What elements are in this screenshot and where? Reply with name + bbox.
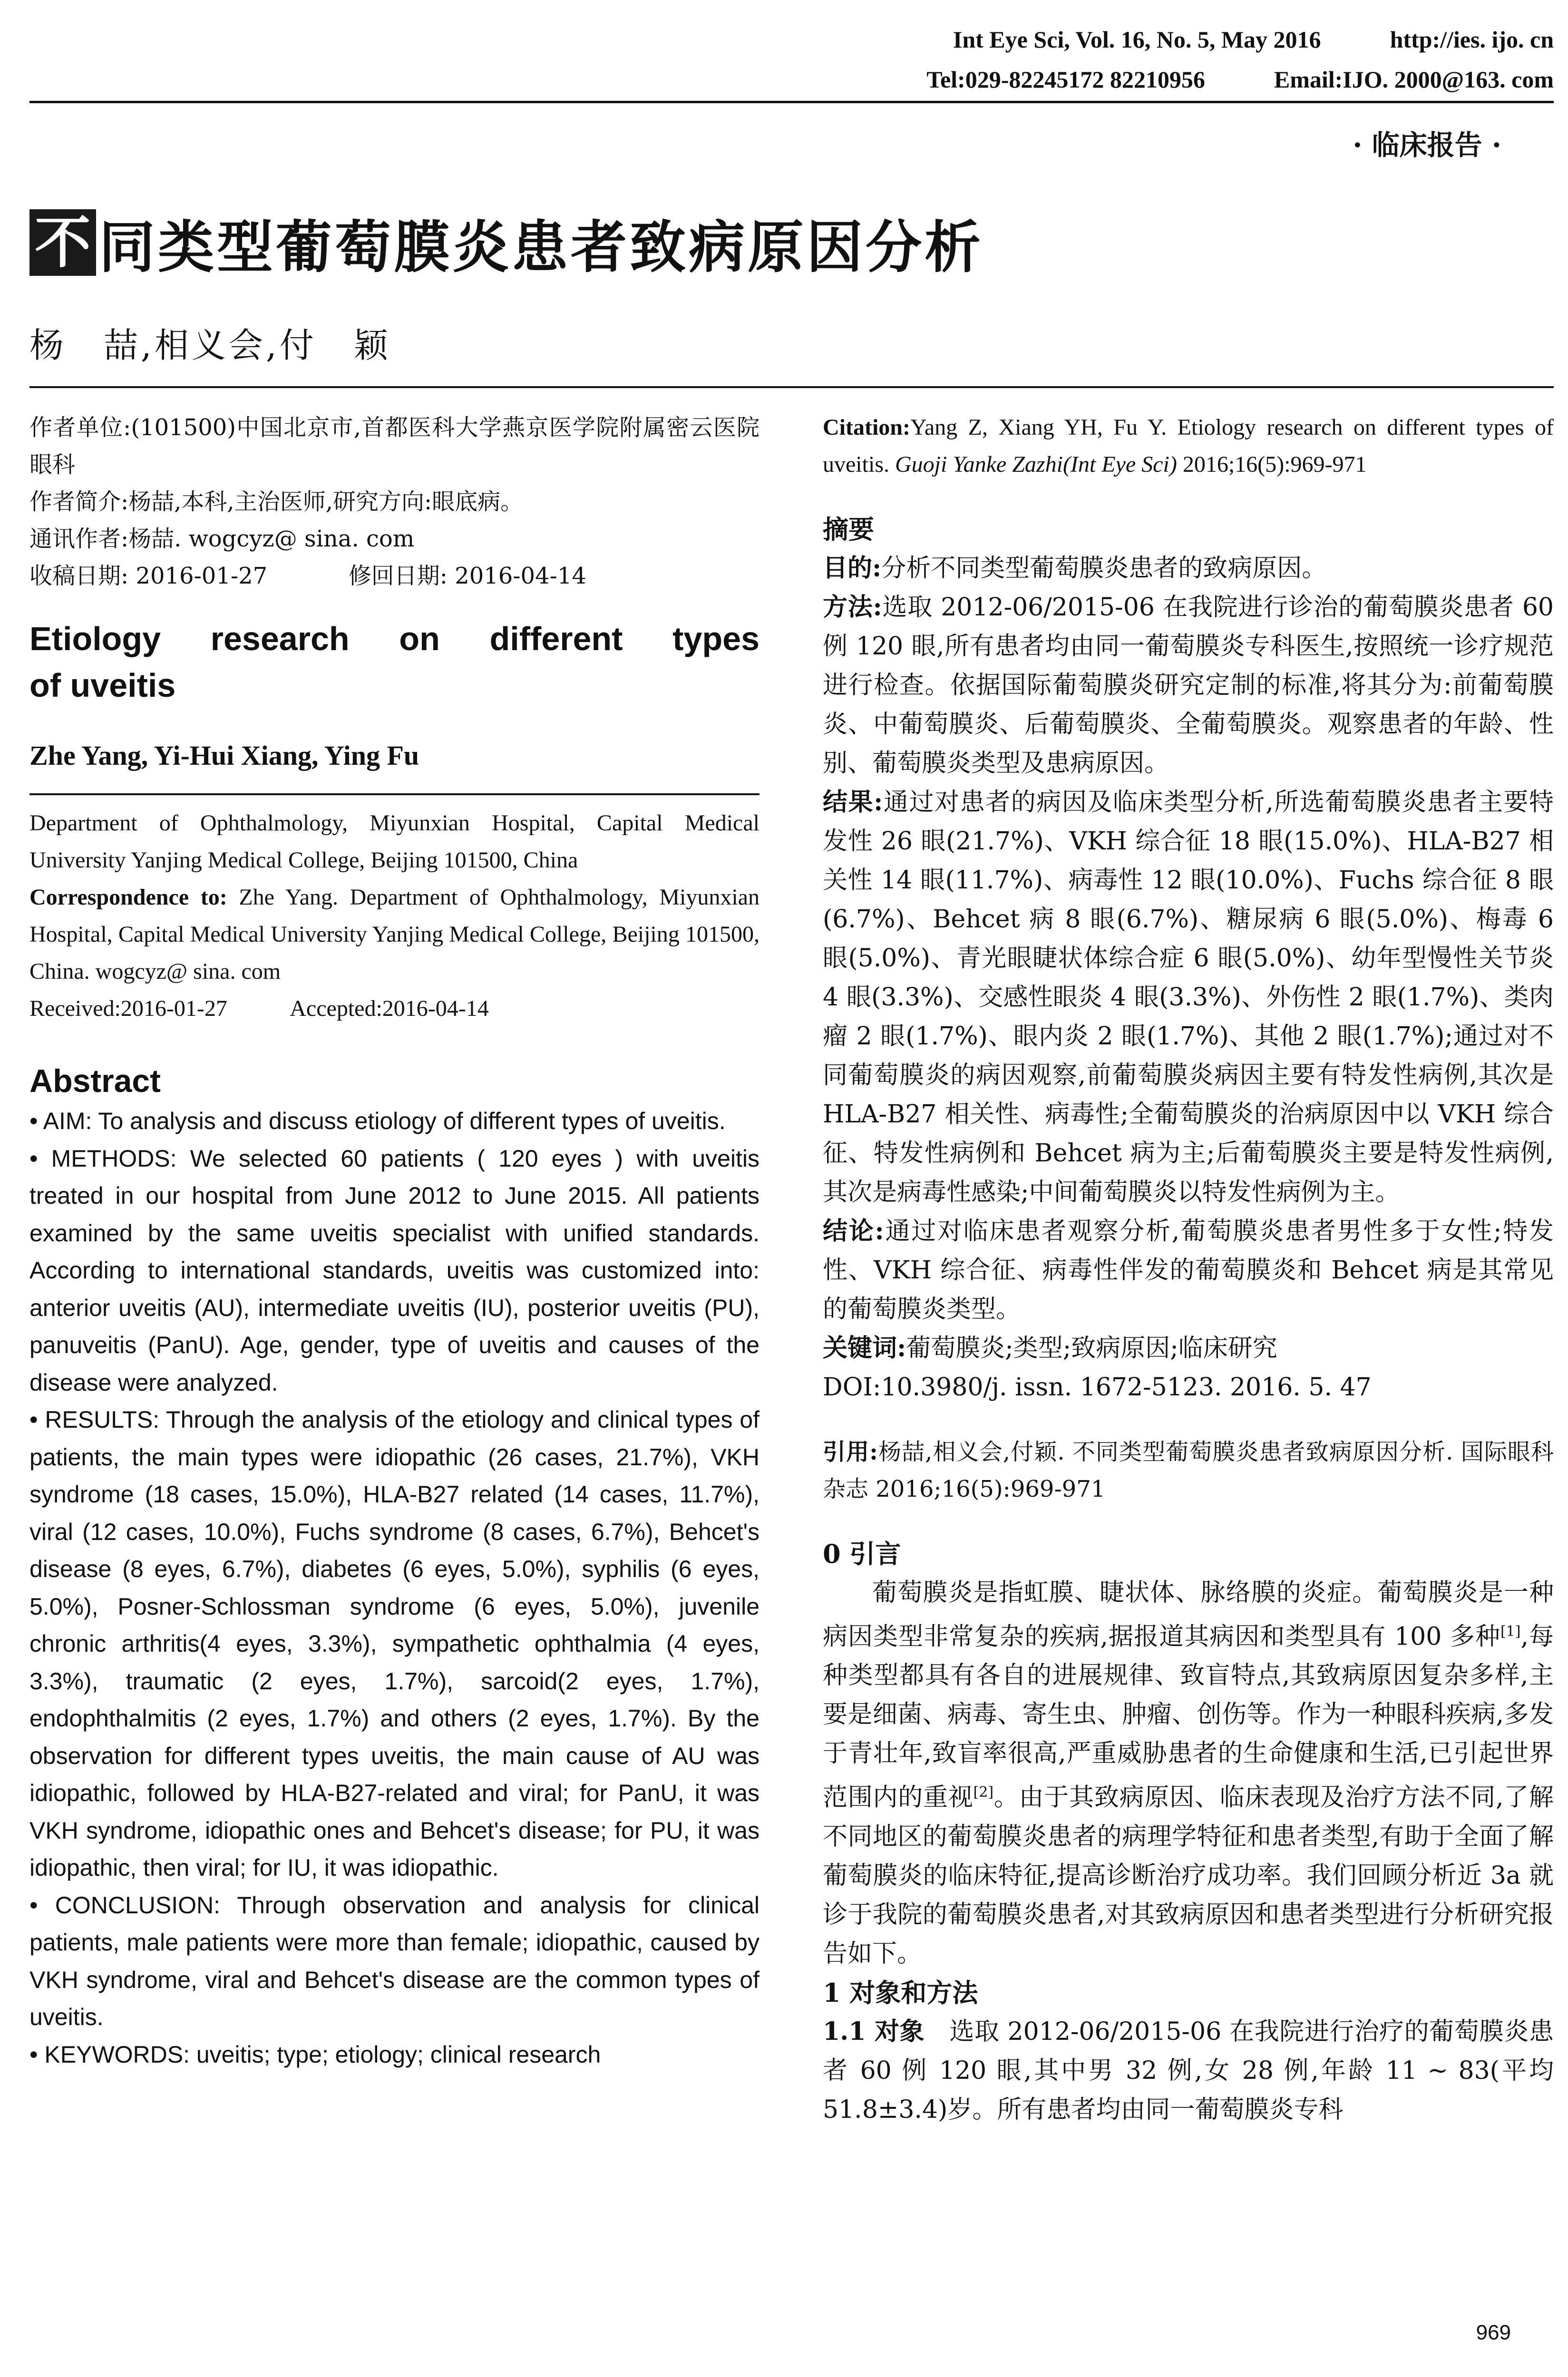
english-authors: Zhe Yang, Yi-Hui Xiang, Ying Fu [29, 740, 419, 771]
conclusion-text-cn: 通过对临床患者观察分析,葡萄膜炎患者男性多于女性;特发性、VKH 综合征、病毒性伴发的葡萄膜炎和 Behcet 病是其常见的葡萄膜炎类型。 [823, 1217, 1554, 1324]
abstract-heading-en: Abstract [29, 1063, 161, 1099]
english-department: Department of Ophthalmology, Miyunxian Hospital, Capital Medical University Yanjing Medical College, Beijing 101500, China [29, 810, 760, 873]
keywords-text-cn: 葡萄膜炎;类型;致病原因;临床研究 [906, 1334, 1277, 1363]
affiliation-cn: 作者单位:(101500)中国北京市,首都医科大学燕京医学院附属密云医院眼科 [29, 414, 760, 478]
intro-paragraph [823, 1573, 1554, 1973]
article-title [29, 202, 984, 283]
abstract-methods-en: • METHODS: We selected 60 patients ( 120 eyes ) with uveitis treated in our hospital from June 2012 to June 2015. All patients examined by the same uveitis specialist with unified standards. According to international standards, uveitis was customized into: anterior uveitis (AU), intermediate uveitis (IU), posterior uveitis (PU), panuveitis (PanU). Age, gender, type of uveitis and causes of the disease were analyzed. [29, 1145, 760, 1396]
abstract-aim-cn [823, 549, 1554, 588]
citation-cn [823, 1433, 1554, 1508]
methods-heading: 1 对象和方法 [823, 1977, 978, 2008]
citation-en [823, 409, 1554, 483]
english-correspondence [29, 879, 760, 990]
keywords-cn [823, 1329, 1554, 1368]
subjects-text: 选取 2012-06/2015-06 在我院进行治疗的葡萄膜炎患者 60 例 120 眼,其中男 32 例,女 28 例,年龄 11 ~ 83(平均 51.8±3.4)岁。所有患者均由同一葡萄膜炎专科 [823, 2017, 1554, 2124]
reference-2[interactable]: [2] [973, 1784, 994, 1801]
journal-header-line1 [953, 26, 1554, 53]
citation-tail: 2016;16(5):969-971 [1177, 452, 1367, 477]
abstract-conclusion-cn [823, 1212, 1554, 1329]
english-title-line2: of uveitis [29, 667, 176, 704]
intro-heading: 0 引言 [823, 1539, 901, 1569]
intro-text-2: ,每种类型都具有各自的进展规律、致盲特点,其致病原因复杂多样,主要是细菌、病毒、寄生虫、肿瘤、创伤等。作为一种眼科疾病,多发于青壮年,致盲率很高,严重威胁患者的生命健康和生活,已引起世界范围内的重视 [823, 1622, 1554, 1812]
title-rule [29, 386, 1554, 388]
journal-header-line2 [926, 66, 1554, 93]
abstract-aim-en: • AIM: To analysis and discuss etiology of different types of uveitis. [29, 1108, 726, 1134]
intro-text-3: 。由于其致病原因、临床表现及治疗方法不同,了解不同地区的葡萄膜炎患者的病理学特征和患者类型,有助于全面了解葡萄膜炎的临床特征,提高诊断治疗成功率。我们回顾分析近 3a 就诊于我院的葡萄膜炎患者,对其致病原因和患者类型进行分析研究报告如下。 [823, 1783, 1554, 1968]
abstract-results-cn [823, 783, 1554, 1212]
english-title [29, 615, 760, 709]
journal-info: Int Eye Sci, Vol. 16, No. 5, May 2016 [953, 26, 1321, 53]
title-drop-char: 不 [29, 209, 96, 276]
subjects-paragraph [823, 2012, 1554, 2129]
reference-1[interactable]: [1] [1500, 1623, 1521, 1640]
conclusion-label-cn: 结论: [823, 1217, 884, 1246]
abstract-methods-cn [823, 588, 1554, 783]
subjects-label: 1.1 对象 [823, 2017, 925, 2046]
results-text-cn: 通过对患者的病因及临床类型分析,所选葡萄膜炎患者主要特发性 26 眼(21.7%)、VKH 综合征 18 眼(15.0%)、HLA-B27 相关性 14 眼(11.7%)、病毒性 12 眼(10.0%)、Fuchs 综合征 8 眼(6.7%)、Behcet 病 8 眼(6.7%)、糖尿病 6 眼(5.0%)、梅毒 6 眼(5.0%)、青光眼睫状体综合症 6 眼(5.0%)、幼年型慢性关节炎 4 眼(3.3%)、交感性眼炎 4 眼(3.3%)、外伤性 2 眼(1.7%)、类肉瘤 2 眼(1.7%)、眼内炎 2 眼(1.7%)、其他 2 眼(1.7%);通过对不同葡萄膜炎的病因观察,前葡萄膜炎病因主要有特发性病例,其次是 HLA-B27 相关性、病毒性;全葡萄膜炎的治病原因中以 VKH 综合征、特发性病例和 Behcet 病为主;后葡萄膜炎主要是特发性病例,其次是病毒性感染;中间葡萄膜炎以特发性病例为主。 [823, 788, 1554, 1207]
aim-label-cn: 目的: [823, 554, 882, 583]
journal-url[interactable]: http://ies. ijo. cn [1390, 26, 1554, 53]
abstract-conclusion-en: • CONCLUSION: Through observation and analysis for clinical patients, male patients were more than female; idiopathic, caused by VKH syndrome, viral and Behcet's disease are the common types of uveitis. [29, 1891, 760, 2030]
journal-email[interactable]: Email:IJO. 2000@163. com [1274, 66, 1554, 93]
left-column [29, 409, 760, 2073]
abstract-keywords-en: • KEYWORDS: uveitis; type; etiology; clinical research [29, 2041, 601, 2068]
abstract-heading-cn: 摘要 [823, 514, 874, 545]
journal-tel: Tel:029-82245172 82210956 [926, 66, 1205, 93]
english-received: Received:2016-01-27 [29, 996, 227, 1021]
title-text: 同类型葡萄膜炎患者致病原因分析 [99, 214, 984, 280]
results-label-cn: 结果: [823, 788, 883, 817]
citation-label: Citation: [823, 415, 910, 440]
correspondence-cn: 通讯作者:杨喆. wogcyz@ sina. com [29, 526, 415, 552]
english-title-line1: Etiology research on different types [29, 620, 760, 657]
header-rule [29, 101, 1554, 103]
correspondence-label: Correspondence to: [29, 885, 227, 910]
authors-cn: 杨 喆,相义会,付 颖 [29, 325, 391, 365]
doi: DOI:10.3980/j. issn. 1672-5123. 2016. 5. 47 [823, 1373, 1372, 1402]
english-dates [29, 990, 760, 1027]
authors-rule [29, 793, 760, 795]
abstract-results-en: • RESULTS: Through the analysis of the etiology and clinical types of patients, the main types were idiopathic (26 cases, 21.7%), VKH syndrome (18 cases, 15.0%), HLA-B27 related (14 cases, 11.7%), viral (12 cases, 10.0%), Fuchs syndrome (8 cases, 6.7%), Behcet's disease (8 eyes, 6.7%), diabetes (6 eyes, 5.0%), syphilis (6 eyes, 5.0%), Posner-Schlossman syndrome (6 eyes, 5.0%), juvenile chronic arthritis(4 eyes, 3.3%), sympathetic ophthalmia (4 eyes, 3.3%), traumatic (2 eyes, 1.7%), sarcoid(2 eyes, 1.7%), endophthalmitis (2 eyes, 1.7%) and others (2 eyes, 1.7%). By the observation for different types uveitis, the main cause of AU was idiopathic, followed by HLA-B27-related and viral; for PanU, it was VKH syndrome, idiopathic ones and Behcet's disease; for PU, it was idiopathic, then viral; for IU, it was idiopathic. [29, 1406, 760, 1881]
methods-label-cn: 方法: [823, 593, 882, 622]
english-accepted: Accepted:2016-04-14 [290, 996, 489, 1021]
aim-text-cn: 分析不同类型葡萄膜炎患者的致病原因。 [881, 554, 1327, 583]
right-column [823, 409, 1554, 2129]
correspondence-text: Zhe Yang. Department of Ophthalmology, Miyunxian Hospital, Capital Medical University Yanjing Medical College, Beijing 101500, China. wogcyz@ sina. com [29, 885, 760, 984]
received-cn: 收稿日期: 2016-01-27 [29, 563, 268, 589]
keywords-label-cn: 关键词: [823, 1334, 906, 1363]
revised-cn: 修回日期: 2016-04-14 [348, 563, 586, 589]
page-number: 969 [1476, 2321, 1511, 2344]
section-tag: · 临床报告 · [1353, 129, 1501, 161]
citation-text-cn: 杨喆,相义会,付颖. 不同类型葡萄膜炎患者致病原因分析. 国际眼科杂志 2016;16(5):969-971 [823, 1439, 1554, 1502]
bio-cn: 作者简介:杨喆,本科,主治医师,研究方向:眼底病。 [29, 488, 524, 515]
intro-text-1: 葡萄膜炎是指虹膜、睫状体、脉络膜的炎症。葡萄膜炎是一种病因类型非常复杂的疾病,据报道其病因和类型具有 100 多种 [823, 1578, 1554, 1651]
citation-text: Yang Z, Xiang YH, Fu Y. Etiology research on different types of uveitis. [823, 415, 1554, 477]
methods-text-cn: 选取 2012-06/2015-06 在我院进行诊治的葡萄膜炎患者 60 例 120 眼,所有患者均由同一葡萄膜炎专科医生,按照统一诊疗规范进行检查。依据国际葡萄膜炎研究定制的标准,将其分为:前葡萄膜炎、中葡萄膜炎、后葡萄膜炎、全葡萄膜炎。观察患者的年龄、性别、葡萄膜炎类型及患病原因。 [823, 593, 1554, 778]
dates-cn [29, 557, 760, 594]
citation-journal: Guoji Yanke Zazhi(Int Eye Sci) [895, 452, 1177, 477]
citation-label-cn: 引用: [823, 1439, 878, 1465]
